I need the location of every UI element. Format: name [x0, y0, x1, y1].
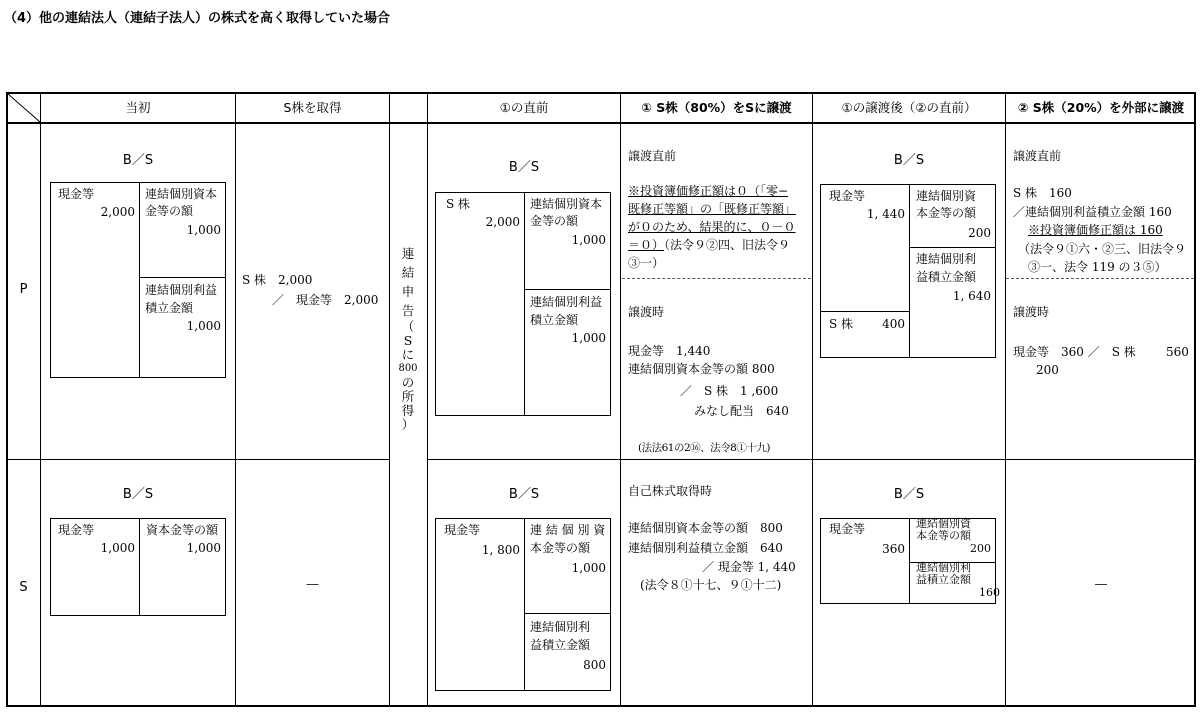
law-reference: ③一、法令 119 の３⑤）	[1028, 260, 1167, 274]
equity-label: 本金等の額	[916, 529, 971, 542]
journal-entry: ／ 現金等 1, 440	[702, 560, 796, 574]
journal-entry: 連結個別資本金等の額 800	[628, 362, 775, 376]
equity-value: 1,000	[186, 223, 221, 237]
vertical-char: 結	[401, 265, 415, 280]
col-divider	[427, 94, 428, 705]
col-divider	[812, 94, 813, 705]
equity-value: 200	[970, 542, 991, 555]
asset-value: 2,000	[100, 205, 135, 219]
journal-entry: ／ 現金等 2,000	[272, 293, 379, 307]
equity-value: 1,000	[571, 561, 606, 575]
law-reference: (法法61の2⑯、法令8①十九)	[638, 442, 770, 454]
equity-value: 200	[968, 226, 991, 240]
empty-dash: ―	[306, 577, 319, 591]
vertical-char: 告	[401, 303, 415, 318]
bs-title: B／S	[122, 153, 154, 168]
equity-value: 1,000	[571, 233, 606, 247]
header-transfer80: ① S株（80%）をSに譲渡	[641, 100, 792, 115]
col-divider	[235, 94, 236, 705]
asset-label: S 株	[829, 317, 854, 331]
row-label-p: P	[19, 282, 28, 297]
row-label-s: S	[19, 580, 28, 595]
equity-label: 連結個別資	[916, 189, 977, 203]
retained-label: 連結個別利	[916, 561, 971, 574]
asset-value: 1, 800	[481, 543, 520, 557]
note-line: ※投資簿価修正額は 160	[1028, 223, 1163, 237]
vertical-char: 800	[398, 363, 418, 374]
retained-label: 連結個別利	[916, 252, 977, 266]
journal-entry: 連結個別資本金等の額 800	[628, 521, 783, 535]
balance-sheet	[820, 517, 1000, 604]
col-divider	[40, 94, 41, 705]
vertical-char: 申	[401, 284, 415, 299]
journal-entry: ／ S 株 1 ,600	[680, 384, 779, 398]
section-title: 譲渡直前	[628, 149, 677, 163]
journal-entry: ／連結個別利益積立金額 160	[1013, 205, 1172, 219]
vertical-char: の	[401, 375, 415, 390]
vertical-char: に	[401, 347, 415, 362]
retained-label: 益積立金額	[916, 270, 977, 284]
balance-sheet	[435, 518, 611, 691]
equity-label: 連結個別資	[916, 517, 971, 530]
header-initial: 当初	[125, 100, 151, 115]
journal-entry: 560	[1166, 345, 1189, 359]
balance-sheet	[820, 184, 996, 358]
asset-value: 360	[882, 542, 905, 556]
equity-label: 連結個別資本	[145, 187, 218, 201]
retained-label: 連結個別利益	[145, 283, 218, 297]
journal-entry: みなし配当 640	[694, 404, 789, 418]
empty-dash: ―	[1095, 577, 1107, 591]
section-title: 譲渡時	[628, 305, 665, 319]
asset-label: S 株	[446, 197, 471, 211]
col-divider	[389, 94, 390, 705]
retained-label: 連結個別利	[530, 620, 591, 634]
section-title: 自己株式取得時	[628, 484, 713, 498]
retained-label: 積立金額	[145, 301, 194, 315]
retained-label: 連結個別利益	[530, 295, 603, 309]
asset-value: 1,000	[100, 541, 135, 555]
row-divider	[8, 459, 389, 460]
note-line: ＝０）	[628, 238, 665, 252]
note-line: 既修正等額」の「既修正等額」	[628, 202, 797, 216]
balance-sheet	[50, 182, 226, 378]
asset-value: 1, 440	[866, 207, 905, 221]
header-transfer20: ② S株（20%）を外部に譲渡	[1017, 100, 1185, 115]
bs-title: B／S	[508, 487, 540, 502]
retained-value: 1,000	[571, 331, 606, 345]
col-divider	[620, 94, 621, 705]
retained-label: 積立金額	[530, 313, 579, 327]
corner-diagonal	[8, 94, 41, 123]
balance-sheet	[435, 192, 611, 416]
note-line: （法令９②四、旧法令９	[664, 238, 791, 252]
journal-entry: 連結個別利益積立金額 640	[628, 541, 783, 555]
note-line: が０のため、結果的に、０－０	[628, 220, 796, 234]
retained-label: 益積立金額	[530, 638, 591, 652]
equity-label: 本金等の額	[916, 206, 977, 220]
vertical-char: ）	[401, 417, 415, 432]
note-line: ※投資簿価修正額は０（「零−	[628, 184, 789, 198]
equity-label: 金等の額	[530, 214, 579, 228]
asset-label: 現金等	[58, 187, 95, 201]
section-title: 譲渡直前	[1013, 149, 1062, 163]
equity-label: 連 結 個 別 資	[530, 523, 606, 537]
equity-label: 金等の額	[145, 204, 194, 218]
equity-value: 1,000	[186, 541, 221, 555]
asset-label: 現金等	[444, 523, 481, 537]
retained-value: 1,000	[186, 319, 221, 333]
dashed-divider	[1006, 278, 1194, 279]
equity-label: 資本金等の額	[146, 523, 219, 537]
asset-label: 現金等	[58, 523, 95, 537]
retained-value: 1, 640	[952, 289, 991, 303]
retained-value: 800	[583, 658, 606, 672]
bs-title: B／S	[893, 153, 925, 168]
dashed-divider	[622, 278, 811, 279]
journal-entry: 現金等 360 ／ S 株	[1013, 345, 1136, 359]
header-before: ①の直前	[499, 100, 549, 115]
note-line: ③一）	[628, 256, 665, 270]
vertical-char: （	[401, 319, 415, 334]
balance-sheet	[50, 518, 226, 616]
law-reference: （法令９①六・②三、旧法令９	[1018, 242, 1187, 256]
asset-value: 400	[882, 317, 905, 331]
asset-label: 現金等	[829, 522, 866, 536]
consolidation-table	[6, 92, 1196, 707]
bs-title: B／S	[122, 487, 154, 502]
journal-entry: S 株 160	[1013, 186, 1072, 200]
equity-label: 連結個別資本	[530, 197, 603, 211]
equity-label: 本金等の額	[530, 541, 591, 555]
vertical-char: 連	[401, 246, 415, 261]
header-divider	[8, 122, 1194, 124]
bs-title: B／S	[893, 487, 925, 502]
law-reference: (法令８①十七、９①十二)	[640, 578, 782, 592]
header-after: ①の譲渡後（②の直前）	[841, 100, 977, 115]
header-acquire: S株を取得	[283, 100, 342, 115]
row-divider	[427, 459, 1194, 460]
retained-label: 益積立金額	[916, 573, 971, 586]
vertical-char: S	[403, 333, 413, 348]
retained-value: 160	[979, 586, 1000, 599]
vertical-char: 所	[401, 389, 415, 404]
section-title: 譲渡時	[1013, 305, 1050, 319]
asset-label: 現金等	[829, 189, 866, 203]
journal-entry: 現金等 1,440	[628, 344, 711, 358]
bs-title: B／S	[508, 160, 540, 175]
col-divider	[1005, 94, 1006, 705]
journal-entry: 200	[1036, 363, 1059, 377]
vertical-note	[398, 244, 418, 432]
asset-value: 2,000	[485, 215, 520, 229]
vertical-char: 得	[401, 403, 415, 418]
journal-entry: S 株 2,000	[242, 273, 313, 287]
page-title: （4）他の連結法人（連結子法人）の株式を高く取得していた場合	[4, 11, 391, 26]
